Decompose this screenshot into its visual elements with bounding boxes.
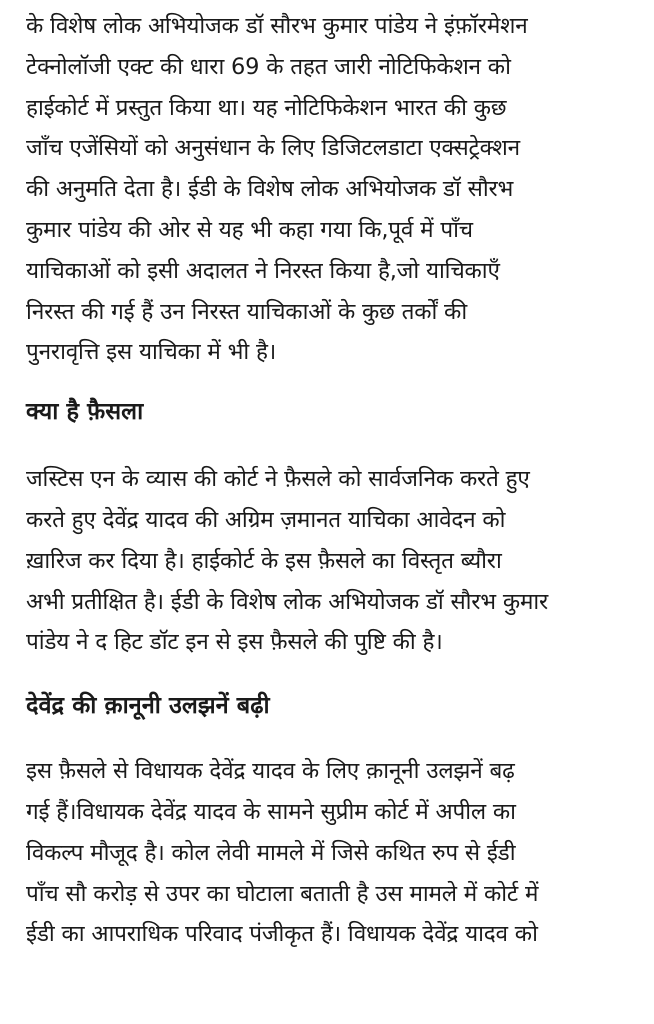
section-heading: क्या है फ़ैसला (26, 397, 144, 426)
text-line: की अनुमति देता है। ईडी के विशेष लोक अभियोजक डॉ सौरभ (26, 176, 514, 203)
paragraph (26, 6, 630, 373)
text-line: जस्टिस एन के व्यास की कोर्ट ने फ़ैसले को सार्वजनिक करते हुए (26, 466, 530, 493)
text-line: याचिकाओं को इसी अदालत ने निरस्त किया है,जो याचिकाएँ (26, 257, 500, 284)
text-line: ख़ारिज कर दिया है। हाईकोर्ट के इस फ़ैसले का विस्तृत ब्यौरा (26, 547, 502, 574)
section-heading: देवेंद्र की क़ानूनी उलझनें बढ़ी (26, 691, 270, 720)
text-line: टेक्नोलॉजी एक्ट की धारा 69 के तहत जारी नोटिफिकेशन को (26, 53, 511, 80)
text-line: पाँच सौ करोड़ से उपर का घोटाला बताती है उस मामले में कोर्ट में (26, 880, 539, 907)
text-line: पांडेय ने द हिट डॉट इन से इस फ़ैसले की पुष्टि की है। (26, 629, 443, 656)
text-line: करते हुए देवेंद्र यादव की अग्रिम ज़मानत याचिका आवेदन को (26, 506, 506, 533)
text-line: निरस्त की गई हैं उन निरस्त याचिकाओं के कुछ तर्कों की (26, 298, 467, 325)
text-line: जाँच एजेंसियों को अनुसंधान के लिए डिजिटलडाटा एक्सट्रेक्शन (26, 135, 520, 162)
text-line: विकल्प मौजूद है। कोल लेवी मामले में जिसे कथित रुप से ईडी (26, 839, 516, 866)
text-line: पुनरावृत्ति इस याचिका में भी है। (26, 339, 277, 366)
text-line: ईडी का आपराधिक परिवाद पंजीकृत हैं। विधायक देवेंद्र यादव को (26, 921, 538, 948)
text-line: के विशेष लोक अभियोजक डॉ सौरभ कुमार पांडेय ने इंफ़ॉरमेशन (26, 13, 528, 39)
text-line: गई हैं।विधायक देवेंद्र यादव के सामने सुप्रीम कोर्ट में अपील का (26, 798, 516, 825)
paragraph (26, 751, 630, 955)
text-line: कुमार पांडेय की ओर से यह भी कहा गया कि,पूर्व में पाँच (26, 216, 473, 243)
text-line: हाईकोर्ट में प्रस्तुत किया था। यह नोटिफिकेशन भारत की कुछ (26, 94, 507, 121)
paragraph (26, 459, 630, 663)
text-line: अभी प्रतीक्षित है। ईडी के विशेष लोक अभियोजक डॉ सौरभ कुमार (26, 588, 549, 615)
text-line: इस फ़ैसले से विधायक देवेंद्र यादव के लिए क़ानूनी उलझनें बढ़ (26, 758, 515, 785)
